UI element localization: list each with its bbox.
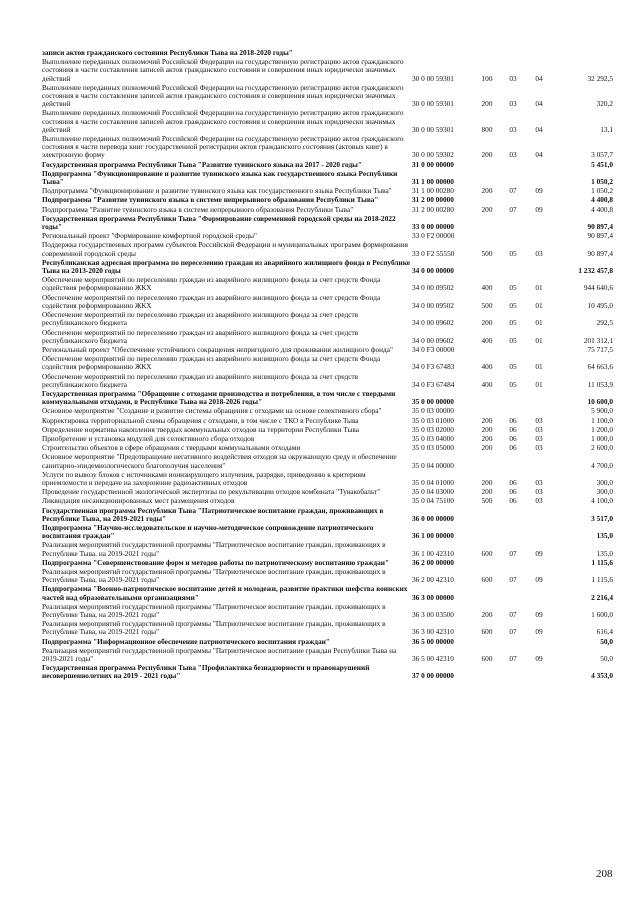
row-section: 03 xyxy=(509,99,517,109)
row-amount: 64 663,6 xyxy=(587,362,613,372)
row-target-code: 30 0 00 59301 xyxy=(412,124,454,134)
row-name: Обеспечение мероприятий по переселению граждан из аварийного жилищного фонда за счет средств Фонда содействия реформированию ЖКХ xyxy=(42,275,381,293)
row-section: 05 xyxy=(509,283,517,293)
row-target-code: 36 2 00 42310 xyxy=(412,575,454,585)
row-name: Государственная программа Республики Тыва "Формирование современной городской среды на 2018-2022 годы" xyxy=(42,213,396,232)
row-section: 03 xyxy=(509,73,517,83)
row-amount: 2 600,0 xyxy=(591,443,613,453)
row-expense-type: 200 xyxy=(481,433,493,443)
row-subsection: 01 xyxy=(535,362,543,372)
row-section: 06 xyxy=(509,443,517,453)
row-target-code: 35 0 04 00000 xyxy=(412,460,454,470)
row-expense-type xyxy=(474,524,500,541)
row-subsection: 09 xyxy=(535,548,543,558)
row-subsection xyxy=(526,585,552,602)
row-amount: 3 057,7 xyxy=(591,150,613,160)
row-subsection xyxy=(526,507,552,524)
table-row xyxy=(42,135,613,161)
row-target-code: 31 1 00 00280 xyxy=(412,186,454,196)
budget-table-body xyxy=(42,49,613,682)
row-name: Реализация мероприятий государственной программы "Патриотическое воспитание граждан, проживающих в Республике Тыва, на 2019-2021 годы" xyxy=(42,540,386,558)
row-expense-type: 600 xyxy=(481,575,493,585)
row-amount xyxy=(552,49,613,58)
row-subsection: 09 xyxy=(535,627,543,637)
table-row xyxy=(42,311,613,328)
row-subsection: 03 xyxy=(535,487,543,497)
row-name: Подпрограмма "Функционирование и развитие тувинского языка как государственного языка Республики Тыва" xyxy=(42,186,392,196)
row-amount: 90 897,4 xyxy=(587,248,613,258)
row-subsection xyxy=(526,453,552,470)
row-subsection xyxy=(526,638,552,647)
row-expense-type: 500 xyxy=(481,248,493,258)
row-amount: 75 717,5 xyxy=(587,344,613,354)
row-amount: 4 400,8 xyxy=(591,204,613,214)
row-amount: 32 292,5 xyxy=(587,73,613,83)
row-section: 07 xyxy=(509,610,517,619)
row-subsection: 09 xyxy=(535,610,543,619)
row-section: 06 xyxy=(509,424,517,434)
row-amount: 50,0 xyxy=(600,654,613,664)
row-expense-type xyxy=(474,453,500,470)
row-section: 06 xyxy=(509,415,517,425)
table-row xyxy=(42,568,613,585)
row-expense-type xyxy=(474,390,500,407)
row-name: Услуги по вывозу блоков с источниками ионизирующего излучения, разрядке, приведению к критериям приемлемости и передаче на захоронение радиоактивных отходов xyxy=(42,469,366,487)
row-subsection: 03 xyxy=(535,477,543,487)
budget-allocation-table xyxy=(42,49,613,682)
row-expense-type: 200 xyxy=(481,477,493,487)
row-name: Обеспечение мероприятий по переселению граждан из аварийного жилищного фонда за счет средств республиканского бюджета xyxy=(42,371,359,389)
row-subsection: 03 xyxy=(535,433,543,443)
row-expense-type: 200 xyxy=(481,443,493,453)
row-subsection: 04 xyxy=(535,99,543,109)
row-name: Выполнение переданных полномочий Российской Федерации на государственную регистрацию актов гражданского состояния в части составления записей актов гражданского состояния и совершения иных юридически значимых действий xyxy=(42,108,404,134)
row-expense-type: 400 xyxy=(481,335,493,345)
row-target-code: 33 0 00 00000 xyxy=(412,222,454,232)
row-target-code: 35 0 03 00000 xyxy=(412,406,454,416)
row-section xyxy=(500,453,526,470)
row-expense-type xyxy=(474,170,500,187)
row-name: Проведение государственной экологической экспертизы по рекультивации отходов комбината "Тувакобальт" xyxy=(42,487,381,497)
row-target-code: 35 0 03 01000 xyxy=(412,415,454,425)
row-section xyxy=(500,664,526,681)
table-row xyxy=(42,524,613,541)
table-row xyxy=(42,241,613,258)
row-name: Подпрограмма "Информационное обеспечение патриотического воспитания граждан" xyxy=(42,636,330,646)
row-section xyxy=(500,161,526,170)
row-section xyxy=(500,170,526,187)
row-amount: 1 115,6 xyxy=(591,557,613,567)
row-target-code: 36 3 00 42310 xyxy=(412,627,454,637)
row-subsection xyxy=(526,259,552,276)
row-target-code: 36 1 00 00000 xyxy=(412,531,454,541)
row-target-code: 35 0 03 02000 xyxy=(412,424,454,434)
row-name: Ликвидация несанкционированных мест размещения отходов xyxy=(42,496,235,506)
table-row xyxy=(42,620,613,637)
row-target-code: 36 2 00 00000 xyxy=(412,557,454,567)
row-name: Поддержка государственных программ субъектов Российской Федерации и муниципальных программ формирования современной городской среды xyxy=(42,240,408,258)
row-subsection: 01 xyxy=(535,379,543,389)
row-name: Государственная программа "Обращение с отходами производства и потребления, в том числе с твердыми коммунальными отходами, в Республике Тыва на 2018-2026 годы" xyxy=(42,388,396,407)
row-amount: 300,0 xyxy=(596,487,613,497)
row-expense-type: 200 xyxy=(481,318,493,328)
row-expense-type xyxy=(474,259,500,276)
row-target-code: 34 0 00 09602 xyxy=(412,318,454,328)
row-section: 07 xyxy=(509,548,517,558)
row-expense-type: 200 xyxy=(481,424,493,434)
table-row xyxy=(42,647,613,664)
row-expense-type xyxy=(474,664,500,681)
row-subsection: 09 xyxy=(535,204,543,214)
row-amount: 50,0 xyxy=(600,636,613,646)
row-name: Выполнение переданных полномочий Российской Федерации на государственную регистрацию актов гражданского состояния в части составления записей актов гражданского состояния и совершения иных юридически значимых действий xyxy=(42,57,404,83)
row-amount: 90 897,4 xyxy=(587,222,613,232)
table-row xyxy=(42,541,613,558)
row-section: 06 xyxy=(509,496,517,506)
row-section: 07 xyxy=(509,186,517,196)
row-name: Корректировка территориальной схемы обращения с отходами, в том числе с ТКО в Республике Тыва xyxy=(42,415,359,425)
row-name: Государственная программа Республики Тыва "Патриотическое воспитание граждан, проживающих в Республике Тыва, на 2019-2021 годы" xyxy=(42,505,384,523)
row-name: Реализация мероприятий государственной программы "Патриотическое воспитание граждан, проживающих в Республике Тыва, на 2019-2021 годы" xyxy=(42,619,386,637)
row-amount: 320,2 xyxy=(596,99,613,109)
row-name: Государственная программа Республики Тыва "Профилактика безнадзорности и правонарушений несовершеннолетних на 2019 - 2021 годы" xyxy=(42,663,370,681)
row-subsection xyxy=(526,232,552,241)
row-section: 05 xyxy=(509,318,517,328)
row-name: Государственная программа Республики Тыва "Развитие тувинского языка на 2017 - 2020 годы" xyxy=(42,159,362,169)
row-amount: 4 353,0 xyxy=(591,671,613,681)
row-section xyxy=(500,390,526,407)
row-subsection: 03 xyxy=(535,424,543,434)
row-amount: 1 600,0 xyxy=(591,610,613,619)
row-target-code: 35 0 04 03000 xyxy=(412,487,454,497)
row-section: 07 xyxy=(509,654,517,664)
row-section: 03 xyxy=(509,150,517,160)
row-target-code: 33 0 F2 00000 xyxy=(412,231,455,241)
row-subsection: 04 xyxy=(535,150,543,160)
row-subsection xyxy=(526,346,552,355)
row-amount: 11 053,9 xyxy=(587,379,613,389)
row-target-code: 30 0 00 59302 xyxy=(412,150,454,160)
page-number: 208 xyxy=(596,868,613,880)
table-row xyxy=(42,664,613,681)
row-target-code: 36 3 00 03500 xyxy=(412,610,454,619)
row-amount: 300,0 xyxy=(596,477,613,487)
row-name: Подпрограмма "Научно-исследовательское и научно-методическое сопровождение патриотического воспитания граждан" xyxy=(42,522,374,541)
row-amount: 1 000,0 xyxy=(591,433,613,443)
table-row xyxy=(42,329,613,346)
row-target-code: 30 0 00 59301 xyxy=(412,73,454,83)
row-amount: 1 050,2 xyxy=(591,186,613,196)
row-section xyxy=(500,232,526,241)
table-row xyxy=(42,58,613,84)
row-expense-type xyxy=(474,49,500,58)
row-section xyxy=(500,585,526,602)
table-row xyxy=(42,109,613,135)
row-subsection: 01 xyxy=(535,300,543,310)
row-section xyxy=(500,559,526,568)
row-expense-type xyxy=(474,507,500,524)
row-subsection: 01 xyxy=(535,335,543,345)
row-section xyxy=(500,638,526,647)
row-amount: 4 100,0 xyxy=(591,496,613,506)
row-expense-type: 200 xyxy=(481,150,493,160)
row-expense-type xyxy=(474,161,500,170)
row-section: 06 xyxy=(509,477,517,487)
row-expense-type xyxy=(474,585,500,602)
row-section xyxy=(500,215,526,232)
row-name: Обеспечение мероприятий по переселению граждан из аварийного жилищного фонда за счет средств республиканского бюджета xyxy=(42,327,359,345)
row-subsection: 09 xyxy=(535,575,543,585)
table-row xyxy=(42,471,613,488)
row-section xyxy=(500,507,526,524)
table-row xyxy=(42,453,613,470)
row-section: 05 xyxy=(509,335,517,345)
table-row xyxy=(42,507,613,524)
row-section: 05 xyxy=(509,379,517,389)
row-amount: 3 517,0 xyxy=(591,513,613,523)
row-expense-type: 600 xyxy=(481,548,493,558)
row-target-code: 35 0 04 01000 xyxy=(412,477,454,487)
row-subsection: 01 xyxy=(535,318,543,328)
row-target-code: 31 2 00 00280 xyxy=(412,204,454,214)
row-expense-type: 200 xyxy=(481,415,493,425)
row-name: Обеспечение мероприятий по переселению граждан из аварийного жилищного фонда за счет средств республиканского бюджета xyxy=(42,310,359,328)
row-name: Региональный проект "Обеспечение устойчивого сокращения непригодного для проживания жилищного фонда" xyxy=(42,344,393,354)
row-name: Реализация мероприятий государственной программы "Патриотическое воспитание граждан, проживающих в Республике Тыва, на 2019-2021 годы" xyxy=(42,601,386,619)
row-section: 05 xyxy=(509,248,517,258)
row-target-code: 34 0 F3 67484 xyxy=(412,379,455,389)
row-amount: 135,0 xyxy=(596,531,613,541)
row-amount: 4 400,8 xyxy=(591,195,613,205)
row-section: 03 xyxy=(509,124,517,134)
row-section: 07 xyxy=(509,627,517,637)
row-amount: 292,5 xyxy=(596,318,613,328)
table-row xyxy=(42,170,613,187)
row-amount: 90 897,4 xyxy=(587,231,613,241)
row-amount: 201 312,1 xyxy=(583,335,613,345)
table-row xyxy=(42,215,613,232)
row-amount: 10 600,0 xyxy=(587,397,613,407)
row-name: Основное мероприятие "Создание и развитие системы обращения с отходами на основе селективного сбора" xyxy=(42,406,382,416)
row-name: Подпрограмма "Развитие тувинского языка в системе непрерывного образования Республики Тыва" xyxy=(42,204,354,214)
row-name: Определение норматива накопления твердых коммунальных отходов на территории Республики Тыва xyxy=(42,424,359,434)
row-subsection: 03 xyxy=(535,496,543,506)
row-expense-type: 800 xyxy=(481,124,493,134)
table-row xyxy=(42,84,613,110)
row-name: Региональный проект "Формирование комфортной городской среды" xyxy=(42,231,258,241)
row-amount: 13,1 xyxy=(600,124,613,134)
row-target-code: 34 0 00 09502 xyxy=(412,300,454,310)
row-name: Обеспечение мероприятий по переселению граждан из аварийного жилищного фонда за счет средств Фонда содействия реформированию ЖКХ xyxy=(42,292,381,310)
row-target-code: 31 1 00 00000 xyxy=(412,177,454,187)
row-target-code: 34 0 F3 00000 xyxy=(412,344,455,354)
row-target-code: 37 0 00 00000 xyxy=(412,671,454,681)
row-amount: 10 495,0 xyxy=(587,300,613,310)
row-expense-type: 200 xyxy=(481,610,493,619)
row-expense-type: 200 xyxy=(481,204,493,214)
row-subsection xyxy=(526,664,552,681)
row-expense-type xyxy=(474,559,500,568)
row-amount: 2 216,4 xyxy=(591,592,613,602)
row-name: Приобретение и установка модулей для селективного сбора отходов xyxy=(42,433,255,443)
row-amount: 944 640,6 xyxy=(583,283,613,293)
table-row xyxy=(42,390,613,407)
row-name: Подпрограмма "Функционирование и развитие тувинского языка как государственного языка Республики Тыва" xyxy=(42,168,398,187)
row-target-code: 36 3 00 00000 xyxy=(412,592,454,602)
row-section: 06 xyxy=(509,487,517,497)
row-subsection: 09 xyxy=(535,654,543,664)
row-amount: 4 700,0 xyxy=(591,460,613,470)
row-section xyxy=(500,49,526,58)
row-target-code: 34 0 00 09502 xyxy=(412,283,454,293)
table-row xyxy=(42,276,613,293)
row-target-code: 33 0 F2 55550 xyxy=(412,248,455,258)
row-name: Реализация мероприятий государственной программы "Патриотическое воспитание граждан Республики Тыва на 2019-2021 годы" xyxy=(42,645,397,664)
row-expense-type: 400 xyxy=(481,379,493,389)
row-amount: 5 900,0 xyxy=(591,406,613,416)
row-subsection: 01 xyxy=(535,283,543,293)
row-target-code: 36 5 00 00000 xyxy=(412,636,454,646)
row-section: 07 xyxy=(509,575,517,585)
row-expense-type: 600 xyxy=(481,654,493,664)
table-row xyxy=(42,373,613,390)
row-subsection xyxy=(526,161,552,170)
row-subsection: 04 xyxy=(535,73,543,83)
row-section xyxy=(500,346,526,355)
row-expense-type: 500 xyxy=(481,300,493,310)
row-subsection xyxy=(526,559,552,568)
table-row xyxy=(42,355,613,372)
row-expense-type: 100 xyxy=(481,73,493,83)
row-name: Основное мероприятие "Предотвращение негативного воздействия отходов на окружающую среду и обеспечение санитарно-эпидемиологического благополучия населения" xyxy=(42,452,397,470)
row-expense-type xyxy=(474,638,500,647)
row-name: Подпрограмма "Военно-патриотическое воспитание детей и молодежи, развитие практики шефства воинских частей над образовательными организациями" xyxy=(42,584,408,602)
row-amount: 1 100,0 xyxy=(591,415,613,425)
row-subsection: 03 xyxy=(535,443,543,453)
row-amount: 1 232 457,8 xyxy=(578,266,613,276)
row-section: 05 xyxy=(509,362,517,372)
table-row xyxy=(42,603,613,620)
row-amount: 135,0 xyxy=(596,548,613,558)
row-target-code: 35 0 04 75100 xyxy=(412,496,454,506)
row-expense-type: 400 xyxy=(481,362,493,372)
row-amount: 616,4 xyxy=(596,627,613,637)
row-section xyxy=(500,524,526,541)
row-subsection: 04 xyxy=(535,124,543,134)
row-target-code: 36 5 00 42310 xyxy=(412,654,454,664)
table-row xyxy=(42,585,613,602)
row-subsection xyxy=(526,49,552,58)
row-target-code: 34 0 F3 67483 xyxy=(412,362,455,372)
table-row xyxy=(42,294,613,311)
row-target-code: 35 0 03 05000 xyxy=(412,443,454,453)
row-name: Реализация мероприятий государственной программы "Патриотическое воспитание граждан, проживающих в Республике Тыва, на 2019-2021 годы" xyxy=(42,566,386,585)
table-row xyxy=(42,259,613,276)
row-section: 06 xyxy=(509,433,517,443)
row-name: Республиканская адресная программа по переселению граждан из аварийного жилищного фонда в Республике Тыва на 2013-2020 годы xyxy=(42,257,410,276)
row-target-code: 34 0 00 09602 xyxy=(412,335,454,345)
row-amount: 1 050,2 xyxy=(591,177,613,187)
row-expense-type: 500 xyxy=(481,496,493,506)
row-expense-type: 400 xyxy=(481,283,493,293)
row-subsection: 03 xyxy=(535,415,543,425)
row-name: Обеспечение мероприятий по переселению граждан из аварийного жилищного фонда за счет средств Фонда содействия реформированию ЖКХ xyxy=(42,354,381,372)
row-subsection xyxy=(526,524,552,541)
row-name: Подпрограмма "Совершенствование форм и методов работы по патриотическому воспитанию граждан" xyxy=(42,557,389,567)
row-target-code xyxy=(412,49,474,58)
row-subsection: 03 xyxy=(535,248,543,258)
row-section: 05 xyxy=(509,300,517,310)
row-expense-type: 200 xyxy=(481,99,493,109)
row-target-code: 35 0 03 04000 xyxy=(412,433,454,443)
row-amount: 1 115,6 xyxy=(591,575,613,585)
row-target-code: 31 0 00 00000 xyxy=(412,159,454,169)
row-section: 07 xyxy=(509,204,517,214)
row-expense-type xyxy=(474,215,500,232)
row-expense-type: 600 xyxy=(481,627,493,637)
row-amount: 1 200,0 xyxy=(591,424,613,434)
row-amount: 5 451,0 xyxy=(591,159,613,169)
row-expense-type: 200 xyxy=(481,487,493,497)
row-name: Подпрограмма "Развитие тувинского языка в системе непрерывного образования Республики Тыва" xyxy=(42,195,379,205)
row-target-code: 30 0 00 59301 xyxy=(412,99,454,109)
row-subsection xyxy=(526,390,552,407)
row-subsection: 09 xyxy=(535,186,543,196)
row-name: Выполнение переданных полномочий Российской Федерации на государственную регистрацию актов гражданского состояния в части перевода книг государственной регистрации актов гражданского состояния (актовых книг) в электронную форму xyxy=(42,134,404,160)
row-expense-type xyxy=(474,232,500,241)
row-target-code: 36 1 00 42310 xyxy=(412,548,454,558)
row-expense-type xyxy=(474,346,500,355)
row-subsection xyxy=(526,170,552,187)
row-section xyxy=(500,259,526,276)
row-target-code: 31 2 00 00000 xyxy=(412,195,454,205)
row-expense-type: 200 xyxy=(481,186,493,196)
row-target-code: 34 0 00 00000 xyxy=(412,266,454,276)
row-target-code: 36 0 00 00000 xyxy=(412,513,454,523)
row-name: записи актов гражданского состояния Республики Тыва на 2018-2020 годы" xyxy=(42,48,293,57)
row-subsection xyxy=(526,215,552,232)
row-name: Выполнение переданных полномочий Российской Федерации на государственную регистрацию актов гражданского состояния в части составления записей актов гражданского состояния и совершения иных юридически значимых действий xyxy=(42,82,404,109)
row-target-code: 35 0 00 00000 xyxy=(412,397,454,407)
row-name: Строительство объектов в сфере обращения с твердыми коммунальными отходами xyxy=(42,443,301,453)
